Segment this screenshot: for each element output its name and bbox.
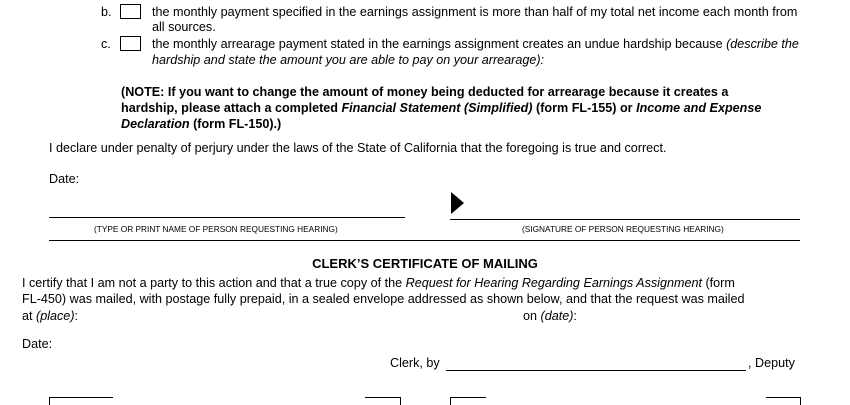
clerk-certificate-heading: CLERK’S CERTIFICATE OF MAILING xyxy=(312,256,538,271)
certify-line1: I certify that I am not a party to this action and that a true copy of the Request for Hearing Regarding Earnings Assignment (form xyxy=(22,276,735,290)
item-c-text-line1: the monthly arrearage payment stated in the earnings assignment creates an undue hardship because (describe the xyxy=(152,37,799,51)
name-caption: (TYPE OR PRINT NAME OF PERSON REQUESTING HEARING) xyxy=(94,224,338,234)
signature-caption: (SIGNATURE OF PERSON REQUESTING HEARING) xyxy=(522,224,724,234)
date-label: Date: xyxy=(49,172,80,186)
address-box-2-left-edge xyxy=(450,397,451,405)
certify-at-place: at (place): xyxy=(22,309,79,323)
address-box-2-top-left xyxy=(450,397,486,398)
declaration-text: I declare under penalty of perjury under the laws of the State of California that the foregoing is true and correct. xyxy=(49,141,667,155)
item-b-checkbox[interactable] xyxy=(120,4,141,19)
address-box-2-top-right xyxy=(766,397,801,398)
clerk-signature-line[interactable] xyxy=(446,370,746,371)
address-box-1-right-edge xyxy=(400,397,401,405)
certify-on-date: on (date): xyxy=(523,309,577,323)
item-b-letter: b. xyxy=(101,5,112,19)
item-c-letter: c. xyxy=(101,37,111,51)
item-c-text-line2: hardship and state the amount you are able to pay on your arrearage): xyxy=(152,53,545,67)
deputy-label: , Deputy xyxy=(748,356,795,370)
item-c-checkbox[interactable] xyxy=(120,36,141,51)
address-box-1-top-right xyxy=(365,397,401,398)
name-line[interactable] xyxy=(49,217,405,218)
signature-arrow-icon xyxy=(451,192,465,214)
address-box-1-left-edge xyxy=(49,397,50,405)
section-divider xyxy=(49,240,800,241)
address-box-2-right-edge xyxy=(800,397,801,405)
item-b-text-line1: the monthly payment specified in the earnings assignment is more than half of my total net income each month from xyxy=(152,5,798,19)
date-label-2: Date: xyxy=(22,337,53,351)
note-line3: Declaration (form FL-150).) xyxy=(121,117,282,131)
certify-line2: FL-450) was mailed, with postage fully prepaid, in a sealed envelope addressed as shown below, and that the request was mailed xyxy=(22,292,745,306)
signature-line[interactable] xyxy=(450,219,800,220)
clerk-by-label: Clerk, by xyxy=(390,356,440,370)
address-box-1-top-left xyxy=(49,397,113,398)
note-line2: hardship, please attach a completed Financial Statement (Simplified) (form FL-155) or Income and Expense xyxy=(121,101,762,115)
note-line1: (NOTE: If you want to change the amount of money being deducted for arrearage because it creates a xyxy=(121,85,729,99)
item-b-text-line2: all sources. xyxy=(152,20,216,34)
